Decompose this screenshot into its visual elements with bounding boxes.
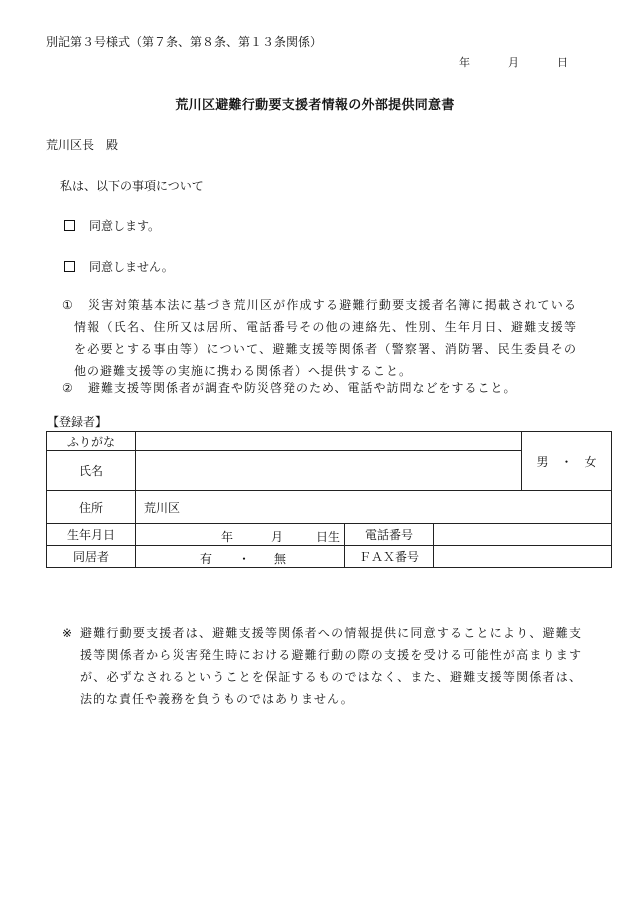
fax-label: ＦＡＸ番号 [345, 546, 434, 568]
address-field[interactable] [136, 491, 612, 524]
disclaimer-note [62, 622, 582, 710]
birthdate-label: 生年月日 [47, 524, 136, 546]
cohabitant-field[interactable] [136, 546, 345, 568]
item-number: ② [62, 381, 73, 395]
cohabitant-yes[interactable]: 有 [200, 551, 213, 566]
address-label: 住所 [47, 491, 136, 524]
birthdate-field[interactable] [136, 524, 345, 546]
consent-item-1 [62, 294, 577, 382]
date-line [459, 54, 568, 70]
furigana-field[interactable] [136, 432, 522, 451]
registrant-table [46, 431, 612, 568]
birth-year-label: 年 [221, 529, 234, 544]
fax-field[interactable] [434, 546, 612, 568]
birth-month-label: 月 [271, 529, 284, 544]
form-number: 別記第３号様式（第７条、第８条、第１３条関係） [46, 35, 323, 49]
address-ward: 荒川区 [144, 500, 181, 515]
registrant-label: 【登録者】 [47, 415, 108, 429]
option-disagree-label: 同意しません。 [89, 260, 174, 274]
document-title: 荒川区避難行動要支援者情報の外部提供同意書 [175, 98, 455, 113]
name-field[interactable] [136, 451, 522, 491]
name-label: 氏名 [47, 451, 136, 491]
option-disagree[interactable] [64, 258, 174, 275]
note-mark: ※ [62, 626, 73, 640]
disagree-checkbox[interactable] [64, 261, 75, 272]
phone-label: 電話番号 [345, 524, 434, 546]
birth-day-label: 日生 [316, 529, 341, 544]
cohabitant-no[interactable]: 無 [274, 551, 287, 566]
item-text: 避難支援等関係者が調査や防災啓発のため、電話や訪問などをすること。 [88, 381, 517, 395]
phone-field[interactable] [434, 524, 612, 546]
addressee: 荒川区長 殿 [46, 138, 119, 152]
item-number: ① [62, 298, 73, 312]
date-month-label: 月 [508, 56, 519, 69]
furigana-label: ふりがな [47, 432, 136, 451]
gender-field[interactable]: 男 ・ 女 [522, 432, 612, 491]
agree-checkbox[interactable] [64, 220, 75, 231]
item-text: 災害対策基本法に基づき荒川区が作成する避難行動要支援者名簿に掲載されている情報（氏名、住所又は居所、電話番号その他の連絡先、性別、生年月日、避難支援等を必要とする事由等）について、避難支援等関係者（警察署、消防署、民生委員その他の避難支援等の実施に携わる関係者）へ提供すること。 [74, 298, 577, 378]
option-agree[interactable] [64, 217, 160, 234]
note-text: 避難行動要支援者は、避難支援等関係者への情報提供に同意することにより、避難支援等関係者から災害発生時における避難行動の際の支援を受ける可能性が高まりますが、必ずなされるということを保証するものではなく、また、避難支援等関係者は、法的な責任や義務を負うものではありません。 [80, 626, 582, 706]
date-day-label: 日 [557, 56, 568, 69]
cohabitant-label: 同居者 [47, 546, 136, 568]
option-agree-label: 同意します。 [89, 219, 161, 233]
intro-text: 私は、以下の事項について [60, 179, 204, 193]
consent-item-2 [62, 377, 577, 399]
cohabitant-separator: ・ [238, 551, 251, 566]
date-year-label: 年 [459, 56, 470, 69]
